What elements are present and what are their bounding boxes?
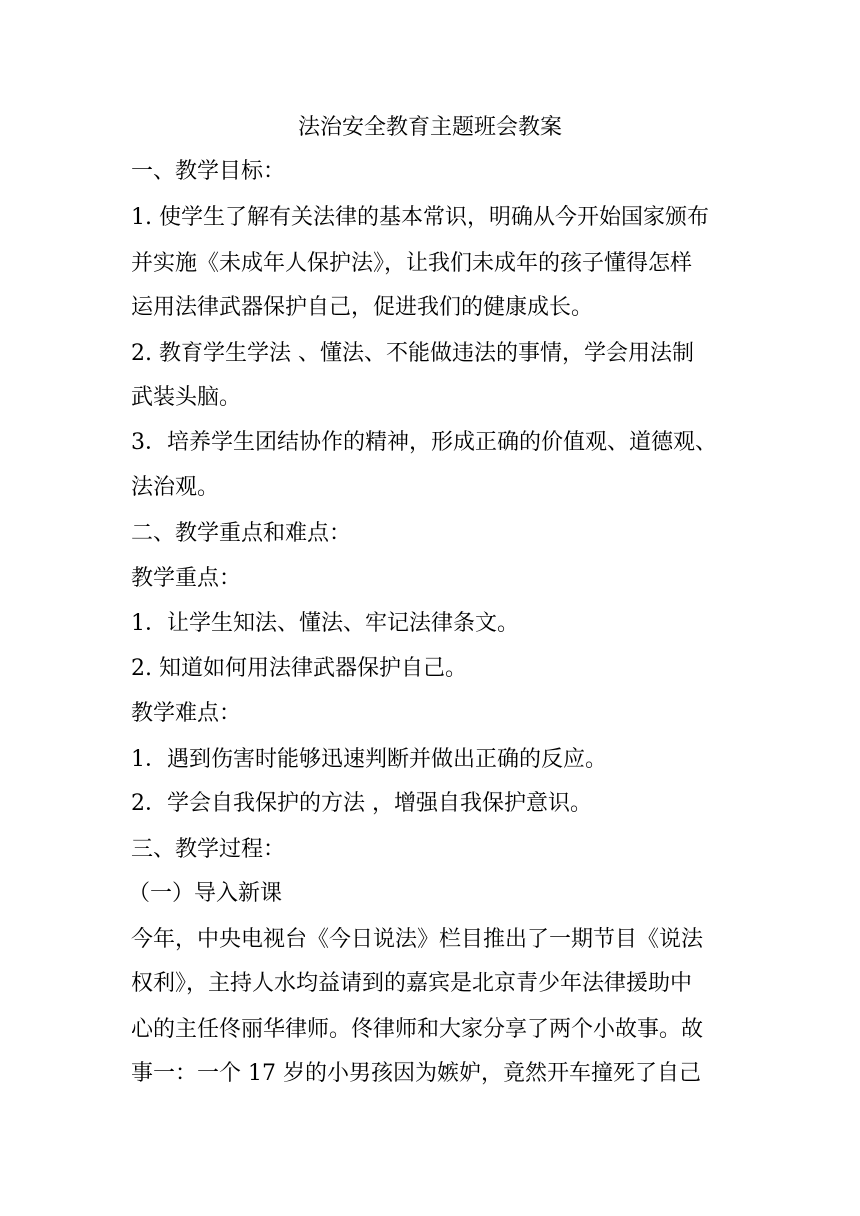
list-item: 1．让学生知法、懂法、牢记法律条文。 [131,611,519,636]
list-item: 2．学会自我保护的方法 ，增强自我保护意识。 [131,791,592,816]
paragraph-line: 今年，中央电视台《今日说法》栏目推出了一期节目《说法 [131,927,704,952]
subheading-key-points: 教学重点： [131,566,242,591]
paragraph-line: 1. 使学生了解有关法律的基本常识，明确从今开始国家颁布 [131,205,709,230]
paragraph-line: 运用法律武器保护自己，促进我们的健康成长。 [131,295,594,320]
subheading-introduction: （一）导入新课 [128,881,283,906]
paragraph-line: 心的主任佟丽华律师。佟律师和大家分享了两个小故事。故 [131,1017,704,1042]
list-item: 1．遇到伤害时能够迅速判断并做出正确的反应。 [131,747,607,772]
document-title: 法治安全教育主题班会教案 [297,115,562,140]
list-item: 2. 知道如何用法律武器保护自己。 [131,656,467,681]
paragraph-line: 2. 教育学生学法 、懂法、不能做违法的事情，学会用法制 [131,341,694,366]
subheading-difficulties: 教学难点： [131,701,242,726]
paragraph-line: 3．培养学生团结协作的精神，形成正确的价值观、道德观、 [131,430,717,455]
paragraph-line: 并实施《未成年人保护法》，让我们未成年的孩子懂得怎样 [131,251,693,276]
heading-teaching-goals: 一、教学目标： [131,159,286,184]
paragraph-line: 权利》，主持人水均益请到的嘉宾是北京青少年法律援助中 [131,971,693,996]
heading-key-points: 二、教学重点和难点： [131,521,352,546]
paragraph-line: 武装头脑。 [131,385,242,410]
heading-teaching-process: 三、教学过程： [131,837,286,862]
paragraph-line: 法治观。 [131,475,220,500]
paragraph-line: 事一：一个 17 岁的小男孩因为嫉妒，竟然开车撞死了自己 [131,1061,701,1086]
